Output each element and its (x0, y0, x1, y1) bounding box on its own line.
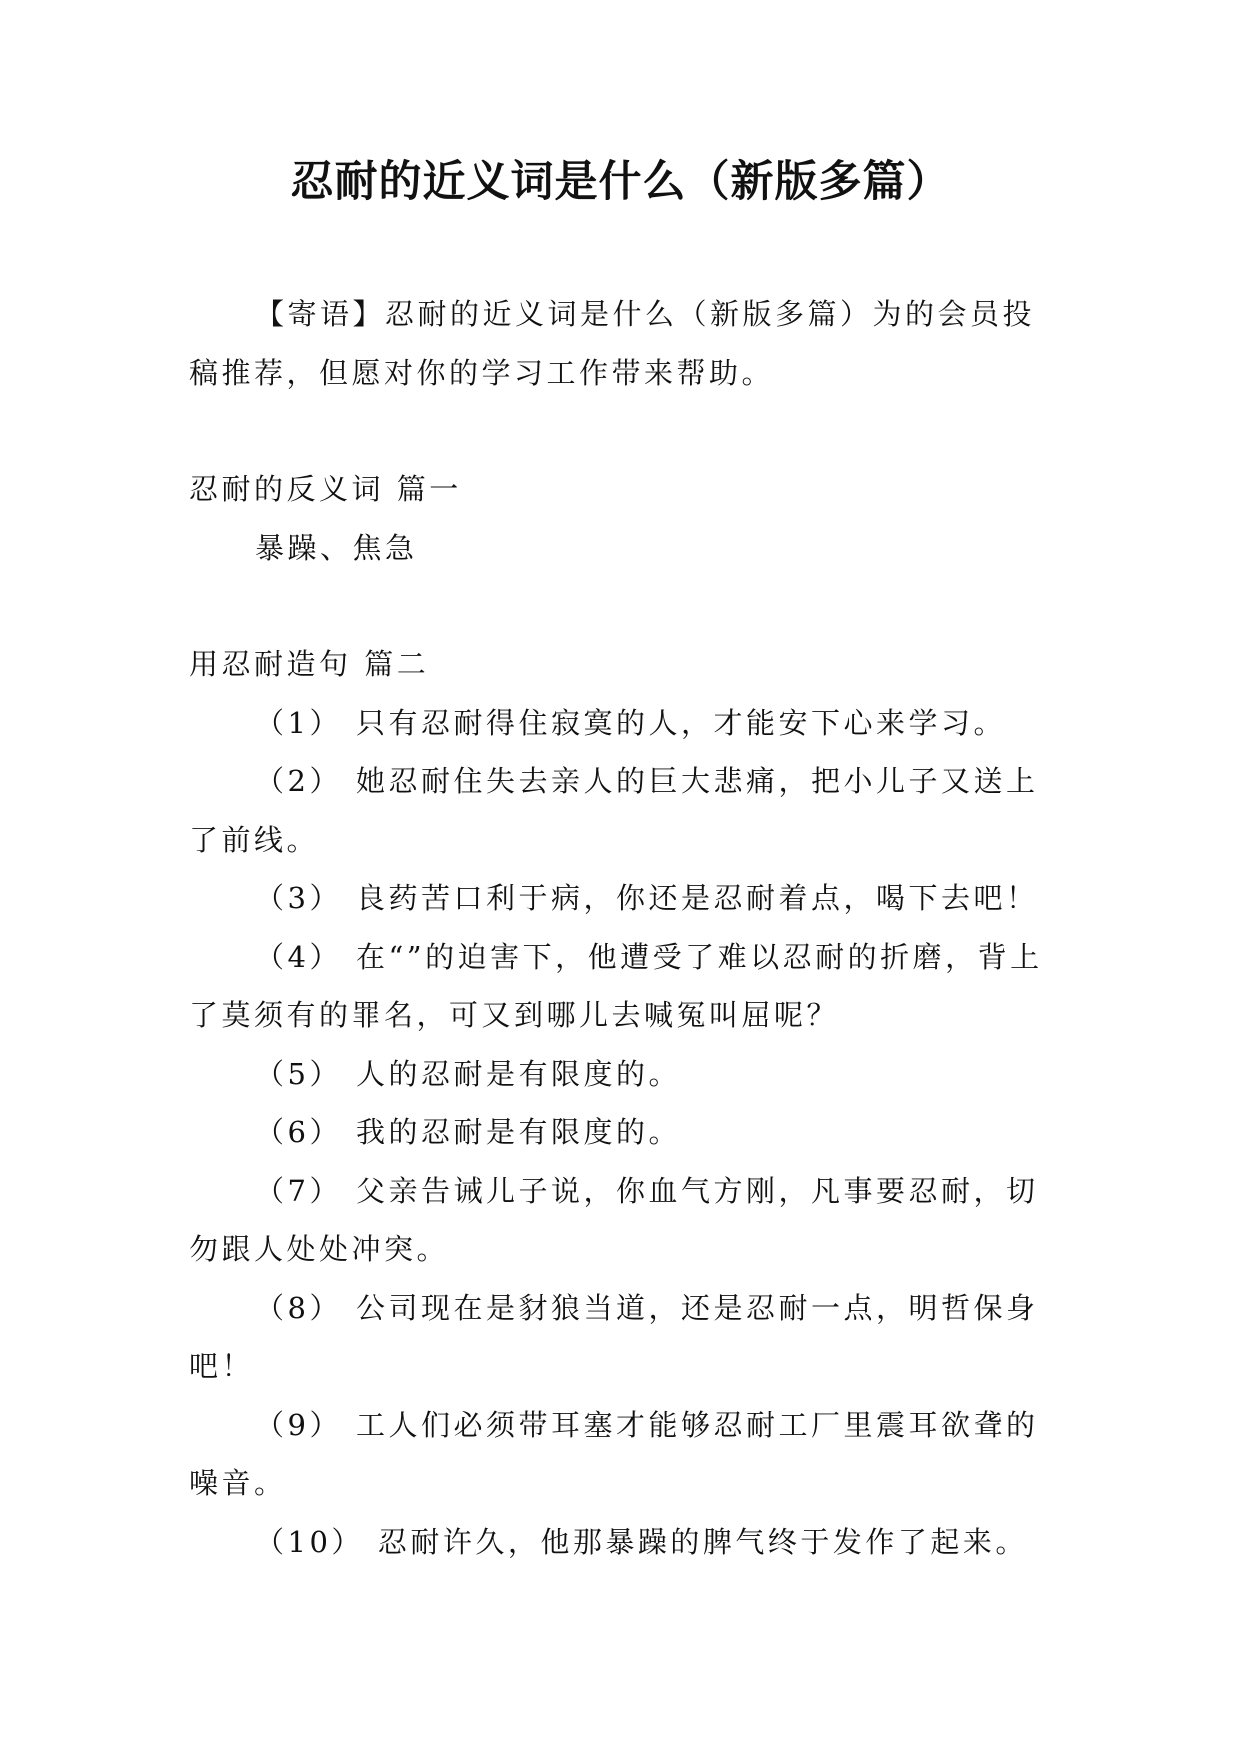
item-number: （6） (255, 1115, 342, 1149)
item-number: （10） (255, 1524, 364, 1559)
list-item (189, 1162, 1057, 1279)
list-item (189, 1045, 1057, 1104)
spacer (189, 577, 1057, 635)
item-text: 父亲告诫儿子说，你血气方刚，凡事要忍耐，切勿跟人处处冲突。 (189, 1173, 1039, 1266)
spacer (189, 402, 1057, 460)
item-number: （5） (255, 1056, 342, 1091)
item-text: 工人们必须带耳塞才能够忍耐工厂里震耳欲聋的噪音。 (189, 1407, 1039, 1500)
item-text: 她忍耐住失去亲人的巨大悲痛，把小儿子又送上了前线。 (189, 764, 1039, 857)
section-heading-sentences: 用忍耐造句 篇二 (189, 647, 430, 681)
list-item (189, 1279, 1057, 1396)
item-text: 我的忍耐是有限度的。 (355, 1115, 681, 1149)
list-item (189, 694, 1057, 753)
document-title: 忍耐的近义词是什么（新版多篇） (290, 157, 951, 207)
list-item (189, 928, 1057, 1045)
list-item (189, 1513, 1057, 1572)
item-number: （1） (255, 705, 342, 740)
document-body (189, 285, 1057, 1571)
antonym-list: 暴躁、焦急 (255, 530, 418, 565)
item-text: 人的忍耐是有限度的。 (355, 1056, 681, 1091)
item-number: （3） (255, 881, 342, 915)
section-heading-antonym: 忍耐的反义词 篇一 (189, 472, 462, 506)
list-item (189, 1396, 1057, 1513)
item-number: （7） (255, 1173, 342, 1208)
list-item (189, 752, 1057, 869)
intro-paragraph: 【寄语】忍耐的近义词是什么（新版多篇）为的会员投稿推荐，但愿对你的学习工作带来帮助。 (189, 297, 1036, 390)
sentence-list (189, 694, 1057, 1572)
item-text: 忍耐许久，他那暴躁的脾气终于发作了起来。 (377, 1524, 1028, 1559)
item-text: 公司现在是豺狼当道，还是忍耐一点，明哲保身吧！ (189, 1290, 1039, 1383)
item-text: 良药苦口利于病，你还是忍耐着点，喝下去吧！ (355, 881, 1039, 915)
item-text: 只有忍耐得住寂寞的人，才能安下心来学习。 (355, 705, 1006, 740)
item-number: （8） (255, 1290, 342, 1325)
item-number: （9） (255, 1407, 342, 1442)
item-number: （4） (255, 939, 342, 974)
list-item (189, 869, 1057, 928)
list-item (189, 1103, 1057, 1162)
item-number: （2） (255, 764, 342, 798)
item-text: 在“”的迫害下，他遭受了难以忍耐的折磨，背上了莫须有的罪名，可又到哪儿去喊冤叫屈呢？ (189, 939, 1043, 1032)
